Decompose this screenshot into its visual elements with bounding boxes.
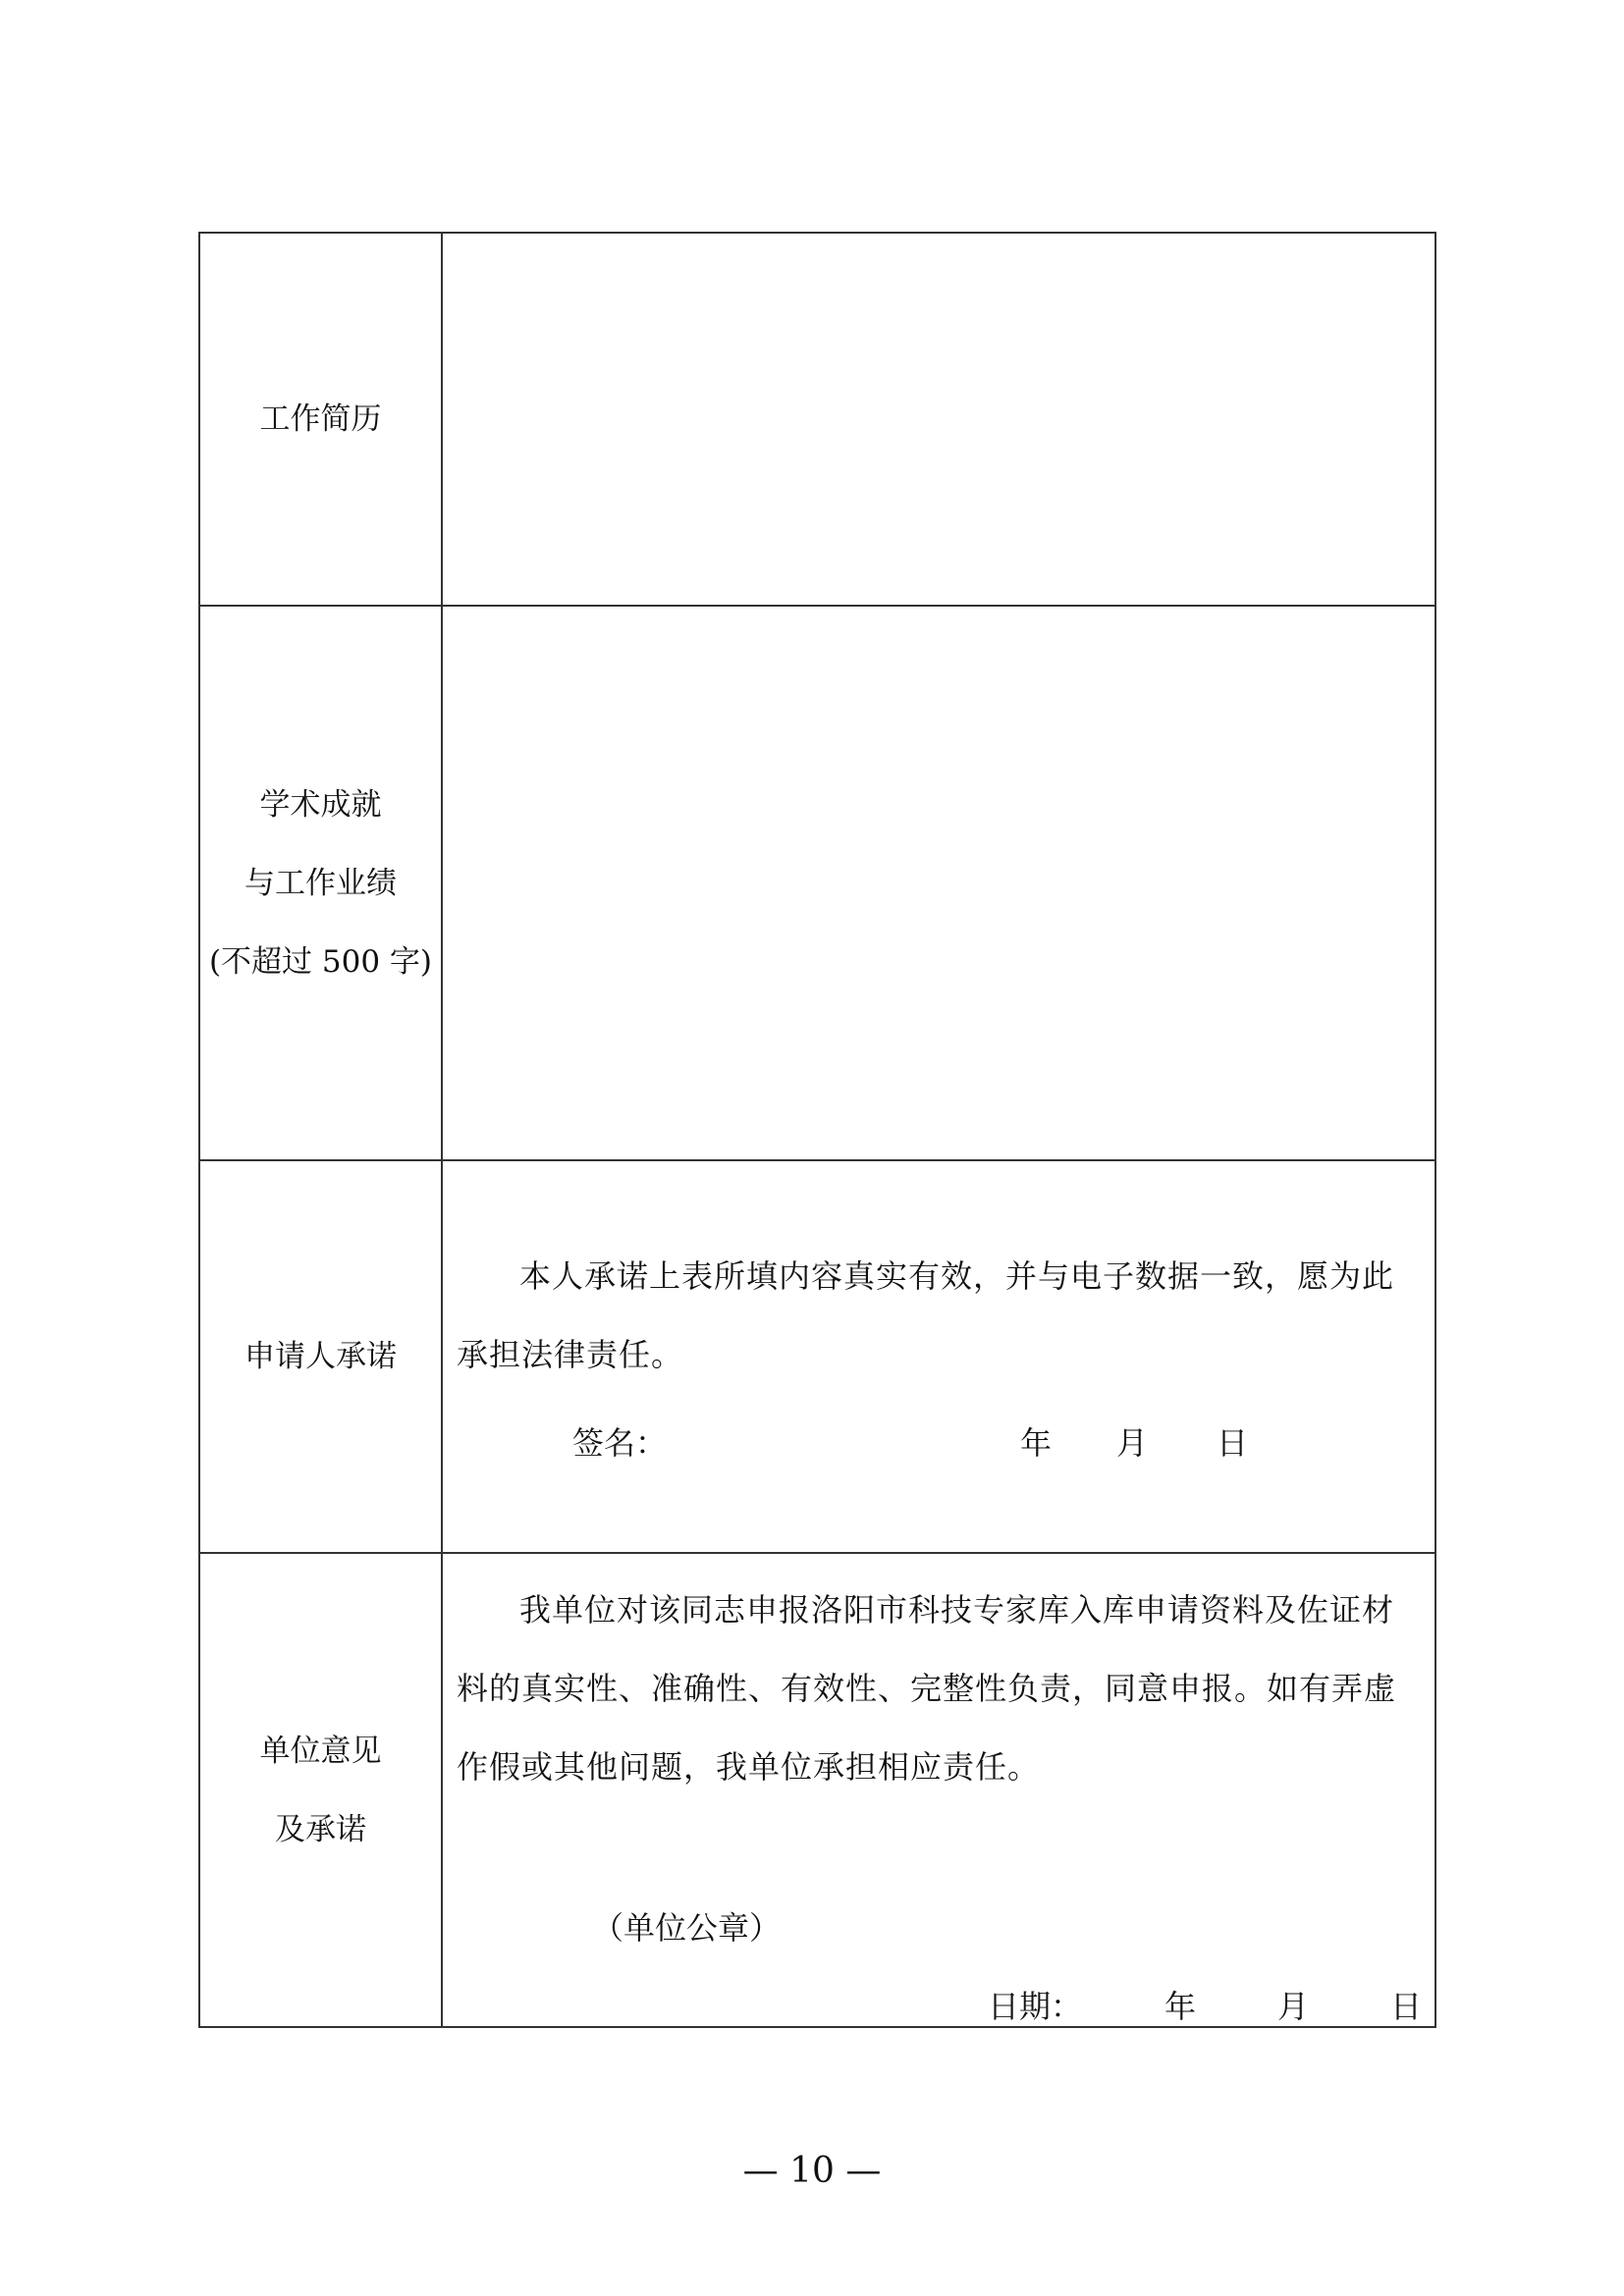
pledge-day-label: 日 (1217, 1424, 1249, 1462)
unit-seal-label: （单位公章） (592, 1909, 782, 1947)
resume-content-field[interactable] (442, 233, 1435, 606)
achievements-content-field[interactable] (442, 606, 1435, 1160)
unit-pledge-text: 我单位对该同志申报洛阳市科技专家库入库申请资料及佐证材料的真实性、准确性、有效性、完整性负责，同意申报。如有弄虚作假或其他问题，我单位承担相应责任。 (457, 1591, 1397, 1786)
signature-label: 签名： (572, 1424, 668, 1462)
unit-label-cell (199, 1553, 442, 2027)
unit-day-label: 日 (1390, 1988, 1423, 2025)
achievements-label-line2: 与工作业绩 (244, 865, 397, 901)
unit-label-line2: 及承诺 (275, 1811, 366, 1847)
applicant-pledge-row (199, 1160, 1435, 1553)
pledge-content-cell (442, 1160, 1435, 1553)
achievements-row (199, 606, 1435, 1160)
unit-date-label: 日期： (988, 1988, 1083, 2025)
achievements-label-line1: 学术成就 (259, 786, 382, 823)
pledge-label: 申请人承诺 (244, 1339, 397, 1374)
pledge-label-cell (199, 1160, 442, 1553)
unit-year-label: 年 (1164, 1988, 1197, 2025)
achievements-label-cell (199, 606, 442, 1160)
page-number: — 10 — (742, 2151, 882, 2191)
unit-label-line1: 单位意见 (259, 1733, 382, 1769)
achievements-label-line3: (不超过 500 字) (208, 943, 433, 980)
unit-opinion-row (199, 1553, 1435, 2027)
pledge-text: 本人承诺上表所填内容真实有效，并与电子数据一致，愿为此承担法律责任。 (457, 1257, 1395, 1373)
application-form-table (198, 232, 1436, 2028)
pledge-year-label: 年 (1020, 1424, 1053, 1462)
resume-label: 工作简历 (259, 401, 382, 437)
resume-row (199, 233, 1435, 606)
pledge-month-label: 月 (1116, 1424, 1149, 1462)
resume-label-cell (199, 233, 442, 606)
unit-content-cell (442, 1553, 1435, 2027)
unit-month-label: 月 (1277, 1988, 1310, 2025)
